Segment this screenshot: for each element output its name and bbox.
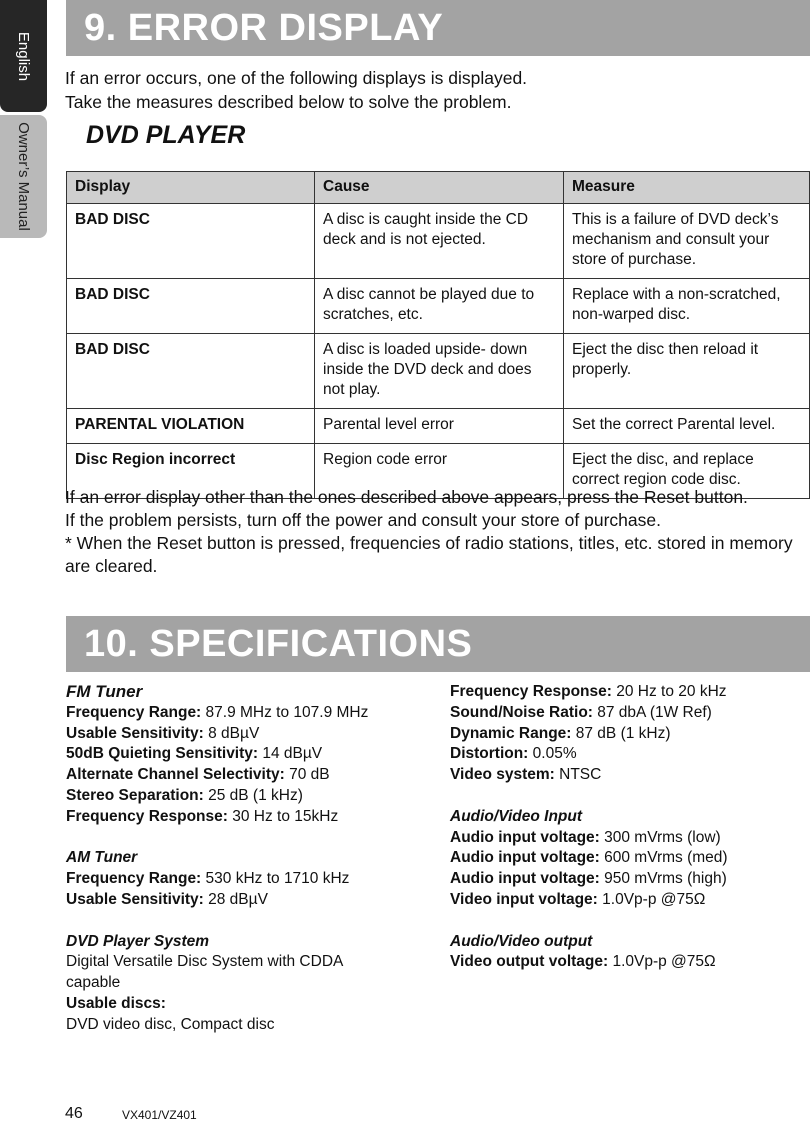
spec-value: 300 mVrms (low) (599, 828, 721, 846)
measure-cell: Eject the disc then reload it properly. (564, 334, 810, 409)
spec-line (66, 744, 406, 765)
spec-line (450, 724, 805, 745)
dvd-system-description: Digital Versatile Disc System with CDDA capable (66, 953, 343, 992)
spec-line (450, 744, 805, 765)
spec-value: 25 dB (1 kHz) (203, 786, 303, 804)
spec-label: 50dB Quieting Sensitivity: (66, 745, 259, 763)
spec-line (450, 952, 805, 973)
table-row (67, 409, 810, 444)
av-output-heading: Audio/Video output (450, 932, 593, 950)
spec-line (450, 682, 805, 703)
spec-right-column (450, 682, 805, 973)
display-cell: BAD DISC (67, 279, 315, 334)
specifications-title: 10. SPECIFICATIONS (66, 616, 810, 672)
spec-label: Audio input voltage: (450, 828, 600, 846)
spec-label: Frequency Range: (66, 870, 202, 888)
spec-line (450, 869, 805, 890)
error-note-1: If an error display other than the ones described above appears, press the Reset button. (65, 487, 748, 507)
spec-value: 8 dBµV (203, 724, 260, 742)
spec-value: 70 dB (284, 766, 330, 784)
cause-cell: A disc cannot be played due to scratches, etc. (315, 279, 564, 334)
spec-value: 950 mVrms (high) (599, 870, 727, 888)
spec-label: Frequency Response: (450, 683, 612, 700)
spec-value: 87 dbA (1W Ref) (592, 703, 712, 721)
table-row (67, 279, 810, 334)
cause-cell: A disc is loaded upside- down inside the DVD deck and does not play. (315, 334, 564, 409)
spec-value: 0.05% (528, 745, 577, 763)
spec-value: NTSC (554, 766, 602, 784)
am-tuner-heading: AM Tuner (66, 849, 138, 867)
error-table-header-row (67, 172, 810, 204)
spec-label: Stereo Separation: (66, 786, 204, 804)
spec-value: 1.0Vp-p @75Ω (597, 890, 706, 908)
dvd-system-heading: DVD Player System (66, 932, 210, 950)
manual-tab-label: Owner’s Manual (15, 122, 33, 231)
spec-line (66, 703, 406, 724)
spec-value: 1.0Vp-p @75Ω (608, 953, 716, 971)
spec-value: 530 kHz to 1710 kHz (201, 870, 350, 888)
spec-line (66, 869, 406, 890)
spec-label: Dynamic Range: (450, 724, 572, 742)
spec-line (66, 765, 406, 786)
spec-value: 87 dB (1 kHz) (571, 724, 671, 742)
usable-discs-value: DVD video disc, Compact disc (66, 1015, 275, 1033)
spec-label: Alternate Channel Selectivity: (66, 766, 285, 784)
display-cell: Disc Region incorrect (67, 444, 315, 499)
spec-line (450, 890, 805, 911)
spec-label: Distortion: (450, 745, 529, 763)
error-notes (65, 486, 810, 578)
error-display-title: 9. ERROR DISPLAY (66, 0, 810, 56)
dvd-player-heading: DVD PLAYER (86, 121, 246, 149)
header-cause: Cause (315, 172, 564, 204)
spec-line (450, 828, 805, 849)
display-cell: BAD DISC (67, 334, 315, 409)
display-cell: BAD DISC (67, 204, 315, 279)
spec-value: 14 dBµV (258, 745, 323, 763)
spec-value: 20 Hz to 20 kHz (611, 683, 727, 700)
spec-label: Usable Sensitivity: (66, 724, 204, 742)
spec-label: Video output voltage: (450, 953, 609, 971)
spec-label: Usable discs: (66, 994, 166, 1012)
spec-label: Video input voltage: (450, 890, 598, 908)
spec-value: 30 Hz to 15kHz (227, 807, 339, 825)
spec-label: Frequency Response: (66, 807, 228, 825)
error-intro-line-2: Take the measures described below to solve the problem. (65, 92, 512, 112)
table-row (67, 334, 810, 409)
error-intro (65, 66, 527, 114)
spec-line (450, 703, 805, 724)
model-number: VX401/VZ401 (122, 1108, 197, 1122)
spec-label: Frequency Range: (66, 703, 202, 721)
error-table (66, 171, 810, 499)
header-measure: Measure (564, 172, 810, 204)
measure-cell: Replace with a non-scratched, non-warped disc. (564, 279, 810, 334)
spec-label: Audio input voltage: (450, 870, 600, 888)
fm-tuner-heading: FM Tuner (66, 682, 143, 701)
language-tab-label: English (15, 31, 33, 81)
spec-label: Sound/Noise Ratio: (450, 703, 593, 721)
measure-cell: Eject the disc, and replace correct region code disc. (564, 444, 810, 499)
spec-value: 87.9 MHz to 107.9 MHz (201, 703, 369, 721)
spec-label: Video system: (450, 766, 555, 784)
spec-left-column (66, 682, 406, 1036)
header-display: Display (67, 172, 315, 204)
spec-line (66, 724, 406, 745)
measure-cell: This is a failure of DVD deck’s mechanism and consult your store of purchase. (564, 204, 810, 279)
display-cell: PARENTAL VIOLATION (67, 409, 315, 444)
spec-line (66, 994, 406, 1015)
measure-cell: Set the correct Parental level. (564, 409, 810, 444)
page-number: 46 (65, 1105, 83, 1122)
error-note-2: If the problem persists, turn off the power and consult your store of purchase. (65, 510, 661, 530)
spec-line (66, 807, 406, 828)
page-footer (65, 1105, 197, 1123)
spec-label: Usable Sensitivity: (66, 890, 204, 908)
spec-line (66, 890, 406, 911)
error-note-3: * When the Reset button is pressed, frequencies of radio stations, titles, etc. stored in memory are cleared. (65, 533, 793, 576)
spec-value: 600 mVrms (med) (599, 849, 728, 867)
spec-label: Audio input voltage: (450, 849, 600, 867)
spec-value: 28 dBµV (203, 890, 268, 908)
av-input-heading: Audio/Video Input (450, 807, 583, 825)
language-tab (0, 0, 47, 112)
cause-cell: A disc is caught inside the CD deck and is not ejected. (315, 204, 564, 279)
spec-line (66, 786, 406, 807)
spec-line (450, 848, 805, 869)
spec-line (450, 765, 805, 786)
error-intro-line-1: If an error occurs, one of the following displays is displayed. (65, 68, 528, 88)
manual-tab (0, 115, 47, 238)
cause-cell: Region code error (315, 444, 564, 499)
table-row (67, 204, 810, 279)
cause-cell: Parental level error (315, 409, 564, 444)
